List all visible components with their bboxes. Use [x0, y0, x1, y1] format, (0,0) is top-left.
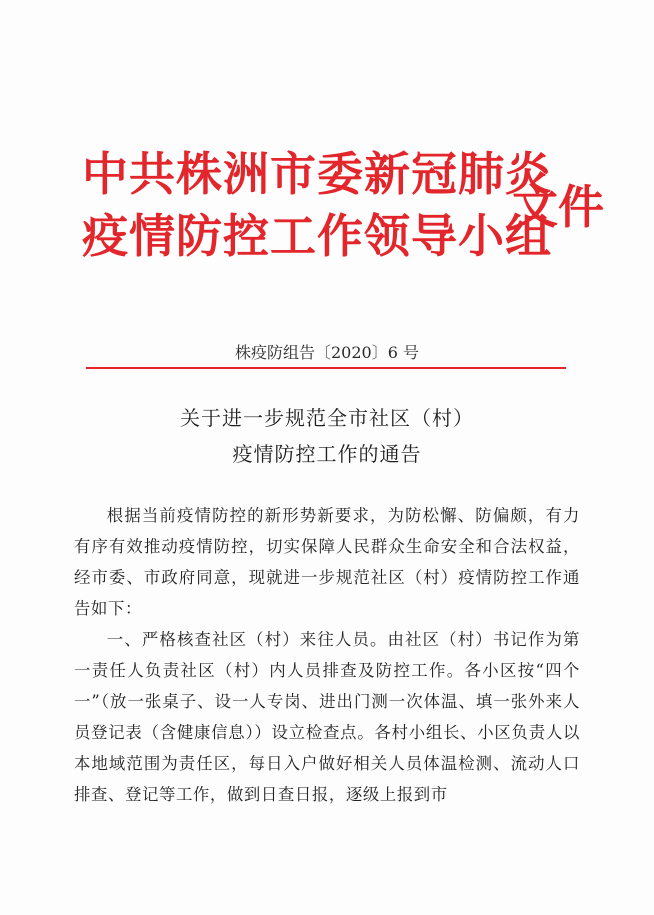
- document-title-line-1: 关于进一步规范全市社区（村）: [180, 406, 474, 430]
- body-paragraph-item-1: 一、严格核查社区（村）来往人员。由社区（村）书记作为第一责任人负责社区（村）内人员排查及防控工作。各小区按“四个一”（放一张桌子、设一人专岗、进出门测一次体温、填一张外来人员登记表（含健康信息））设立检查点。各村小组长、小区负责人以本地域范围为责任区，每日入户做好相关人员体温检测、流动人口排查、登记等工作，做到日查日报，逐级上报到市: [74, 630, 580, 804]
- red-divider-line: [86, 367, 566, 369]
- red-masthead: [82, 147, 604, 288]
- masthead-suffix: 文件: [512, 180, 604, 234]
- document-body: [74, 500, 580, 810]
- body-paragraph-intro: 根据当前疫情防控的新形势新要求，为防松懈、防偏颇，有力有序有效推动疫情防控，切实保障人民群众生命安全和合法权益，经市委、市政府同意，现就进一步规范社区（村）疫情防控工作通告如下：: [74, 506, 580, 618]
- masthead-line-1: 中共株洲市委新冠肺炎: [82, 147, 552, 201]
- masthead-line-2: 疫情防控工作领导小组: [82, 209, 552, 263]
- document-number: 株疫防组告〔2020〕6 号: [235, 343, 419, 362]
- document-title-line-2: 疫情防控工作的通告: [232, 442, 422, 466]
